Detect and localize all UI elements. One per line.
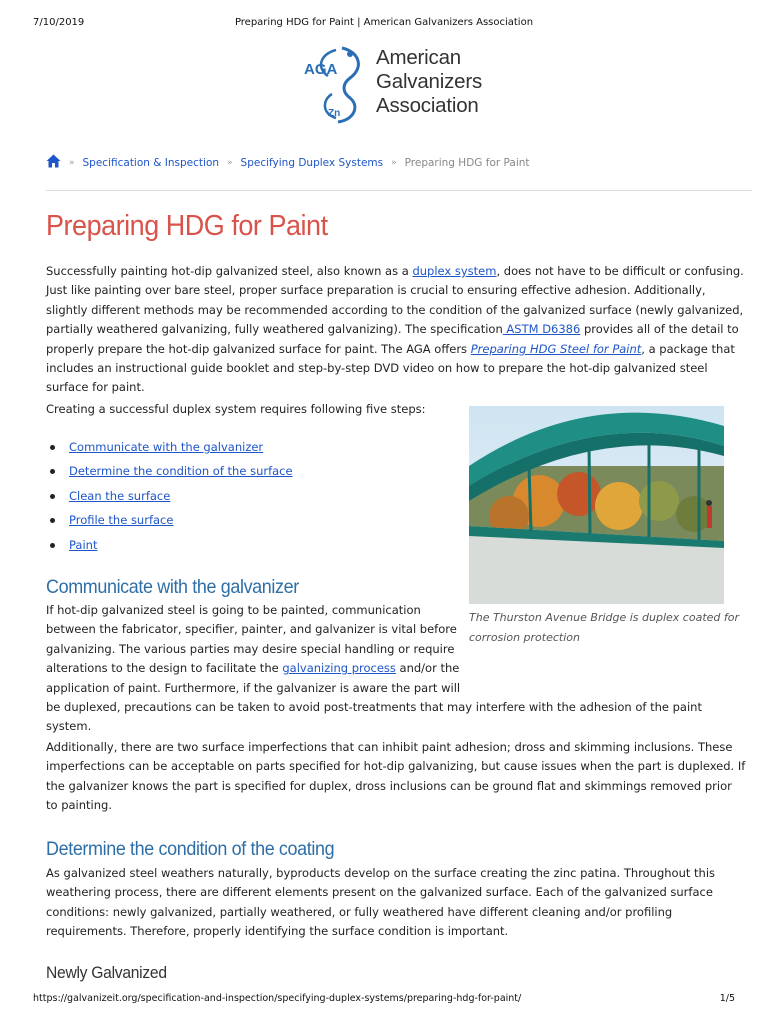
logo-name — [376, 46, 482, 118]
intro-paragraph: Successfully painting hot-dip galvanized steel, also known as a duplex system, does not have to be difficult or confusing. Just like painting over bare steel, proper surface preparation is crucial to ensuring effective adhesion. Additionally, slightly different methods may be recommended according to the condition of the galvanized surface (newly galvanized, partially weathered galvanizing, fully weathered galvanizing). The specification ASTM D6386 provides all of the detail to properly prepare the hot-dip galvanized surface for paint. The AGA offers Preparing HDG Steel for Paint, a package that includes an instructional guide booklet and step-by-step DVD video on how to prepare the hot-dip galvanized steel surface for paint. — [46, 264, 744, 395]
list-item — [46, 510, 293, 534]
galvanizing-process-link[interactable]: galvanizing process — [282, 661, 396, 676]
photo-caption: The Thurston Avenue Bridge is duplex coated for corrosion protection — [469, 611, 739, 644]
condition-paragraph: As galvanized steel weathers naturally, byproducts develop on the surface creating the zinc patina. Throughout this weathering process, there are different elements present on the galvanized surface. Each of the galvanized surface conditions: newly galvanized, partially weathered, or fully weathered have different cleaning and/or profiling requirements. Therefore, properly identifying the surface condition is important. — [46, 866, 716, 939]
aga-logo-mark — [302, 44, 374, 124]
astm-d6386-link[interactable]: ASTM D6386 — [502, 322, 581, 337]
aga-mark-text: AGA — [304, 61, 338, 78]
heading-determine-condition: Determine the condition of the coating — [46, 838, 335, 860]
list-item — [46, 461, 293, 485]
home-icon[interactable] — [46, 154, 61, 171]
list-item — [46, 535, 293, 559]
breadcrumb-specifying-duplex-systems[interactable]: Specifying Duplex Systems — [240, 156, 384, 169]
steps-list — [46, 437, 293, 559]
preparing-hdg-steel-link[interactable]: Preparing HDG Steel for Paint — [470, 341, 642, 356]
list-item — [46, 437, 293, 461]
page-title: Preparing HDG for Paint — [46, 210, 328, 242]
breadcrumb-specification-inspection[interactable]: Specification & Inspection — [82, 156, 220, 169]
surface-imperfections-paragraph: Additionally, there are two surface imperfections that can inhibit paint adhesion; dross and skimming inclusions. These imperfections can be acceptable on parts specified for hot-dip galvanizing, but cause issues when the part is duplexed. If the galvanizer knows the part is specified for duplex, dross inclusions can be ground flat and skimmings removed prior to painting. — [46, 740, 746, 813]
step-profile-link[interactable]: Profile the surface — [69, 513, 174, 528]
steps-intro: Creating a successful duplex system requires following five steps: — [46, 402, 426, 416]
communicate-paragraph: If hot-dip galvanized steel is going to be painted, communication between the fabricator, specifier, painter, and galvanizer is vital before galvanizing. The various parties may desire special handling or require alterations to the design to facilitate the galvanizing process and/or the application of paint. Furthermore, if the galvanizer is aware the part will be duplexed, precautions can be taken to avoid post-treatments that may interfere with the adhesion of the paint system. — [46, 603, 702, 734]
step-determine-link[interactable]: Determine the condition of the surface — [69, 464, 293, 479]
logo-name-line2: Galvanizers — [376, 70, 483, 93]
divider — [46, 190, 752, 191]
print-date: 7/10/2019 — [33, 17, 85, 28]
print-title: Preparing HDG for Paint | American Galvanizers Association — [234, 17, 534, 28]
step-communicate-link[interactable]: Communicate with the galvanizer — [69, 440, 264, 454]
duplex-system-link[interactable]: duplex system — [412, 264, 497, 278]
heading-newly-galvanized: Newly Galvanized — [46, 963, 167, 982]
aga-logo[interactable] — [302, 44, 482, 124]
breadcrumb-current: Preparing HDG for Paint — [404, 156, 530, 169]
logo-name-line3: Association — [376, 94, 479, 117]
breadcrumb — [46, 154, 530, 171]
zn-mark-text: Zn — [328, 108, 341, 119]
print-page-number: 1/5 — [719, 993, 735, 1004]
breadcrumb-separator: » — [227, 157, 233, 168]
step-clean-link[interactable]: Clean the surface — [69, 488, 171, 503]
bridge-photo — [469, 406, 724, 604]
step-paint-link[interactable]: Paint — [69, 537, 98, 552]
list-item — [46, 486, 293, 510]
print-url: https://galvanizeit.org/specification-and-inspection/specifying-duplex-systems/preparing-hdg-for-paint/ — [33, 993, 522, 1004]
heading-communicate: Communicate with the galvanizer — [46, 576, 299, 598]
breadcrumb-separator: » — [69, 157, 75, 168]
breadcrumb-separator: » — [391, 157, 397, 168]
logo-name-line1: American — [376, 46, 461, 69]
